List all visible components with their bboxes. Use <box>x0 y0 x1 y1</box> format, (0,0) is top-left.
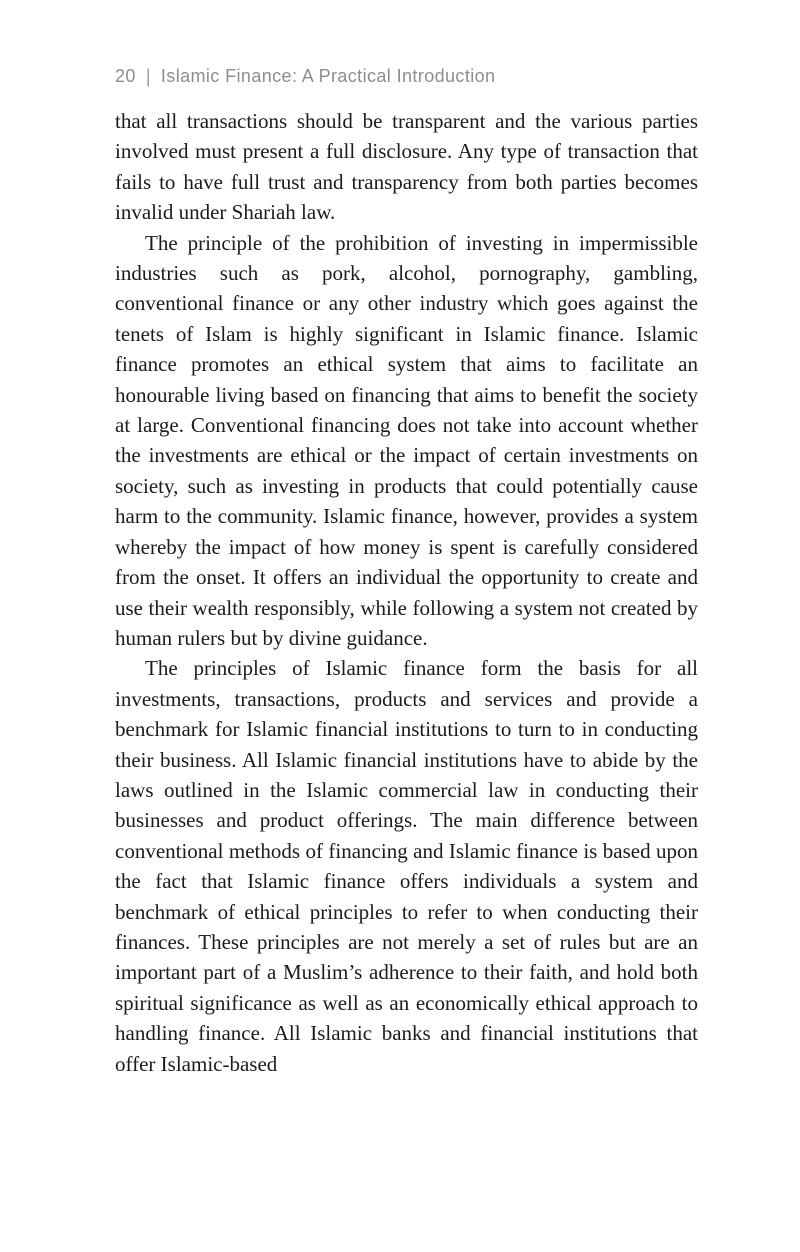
paragraph-continuation: that all transactions should be transparent and the various parties involved must present a full disclosure. Any type of transaction that fails to have full trust and transparency from both parties becomes invalid under Shariah law. <box>115 109 698 225</box>
book-title: Islamic Finance: A Practical Introduction <box>160 66 496 86</box>
header-separator-bar: | <box>145 65 151 87</box>
page-body-text <box>115 106 698 1079</box>
paragraph: The principles of Islamic finance form the basis for all investments, transactions, products and services and provide a benchmark for Islamic financial institutions to turn to in conducting their business. All Islamic financial institutions have to abide by the laws outlined in the Islamic commercial law in conducting their businesses and product offerings. The main difference between conventional methods of financing and Islamic finance is based upon the fact that Islamic finance offers individuals a system and benchmark of ethical principles to refer to when conducting their finances. These principles are not merely a set of rules but are an important part of a Muslim’s adherence to their faith, and hold both spiritual significance as well as an economically ethical approach to handling finance. All Islamic banks and financial institutions that offer Islamic-based <box>115 656 698 1076</box>
paragraph: The principle of the prohibition of investing in impermissible industries such as pork, alcohol, pornography, gambling, conventional finance or any other industry which goes against the tenets of Islam is highly significant in Islamic finance. Islamic finance promotes an ethical system that aims to facilitate an honourable living based on financing that aims to benefit the society at large. Conventional financing does not take into account whether the investments are ethical or the impact of certain investments on society, such as investing in products that could potentially cause harm to the community. Islamic finance, however, provides a system whereby the impact of how money is spent is carefully considered from the onset. It offers an individual the opportunity to create and use their wealth responsibly, while following a system not created by human rulers but by divine guidance. <box>115 230 698 650</box>
running-header <box>115 64 495 88</box>
page-number: 20 <box>115 66 136 86</box>
